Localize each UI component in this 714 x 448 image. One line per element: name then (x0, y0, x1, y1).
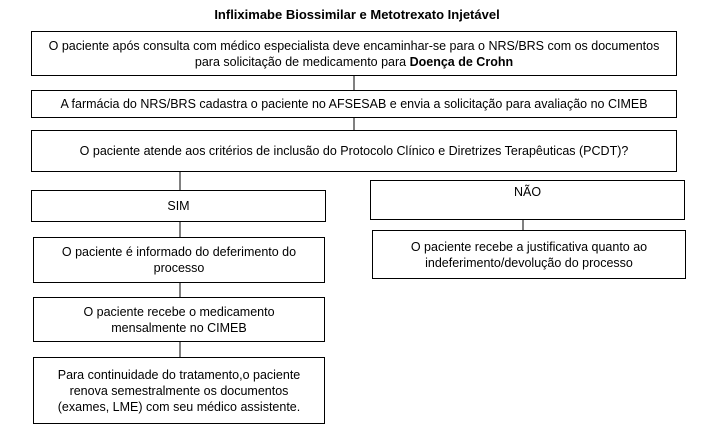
no-justification-box (372, 230, 686, 279)
step-consultation-box (31, 31, 677, 76)
step-pharmacy-text: A farmácia do NRS/BRS cadastra o paciente no AFSESAB e envia a solicitação para avaliação no CIMEB (60, 97, 648, 111)
no-justification-text: O paciente recebe a justificativa quanto ao indeferimento/devolução do processo (410, 239, 648, 270)
disease-name: Doença de Crohn (409, 54, 514, 69)
yes-informed-text: O paciente é informado do deferimento do processo (61, 245, 297, 275)
yes-renewal-box (33, 357, 325, 424)
yes-informed-box (33, 237, 325, 283)
yes-branch-box (31, 190, 326, 222)
yes-medication-text: O paciente recebe o medicamento mensalmente no CIMEB (83, 304, 275, 335)
yes-label: SIM (167, 199, 190, 213)
decision-question-box (31, 130, 677, 172)
yes-renewal-text: Para continuidade do tratamento,o paciente renova semestralmente os documentos (exames, LME) com seu médico assistente. (57, 367, 301, 414)
step-pharmacy-box (31, 90, 677, 118)
diagram-title: Infliximabe Biossimilar e Metotrexato Injetável (214, 7, 500, 22)
decision-question-text: O paciente atende aos critérios de inclusão do Protocolo Clínico e Diretrizes Terapêuticas (PCDT)? (79, 144, 629, 158)
step-consultation-text: O paciente após consulta com médico especialista deve encaminhar-se para o NRS/BRS com os documentos para solicitação de medicamento para Doença de Crohn (48, 38, 660, 69)
no-branch-box (370, 180, 685, 220)
yes-medication-box (33, 297, 325, 342)
no-label: NÃO (513, 185, 542, 199)
